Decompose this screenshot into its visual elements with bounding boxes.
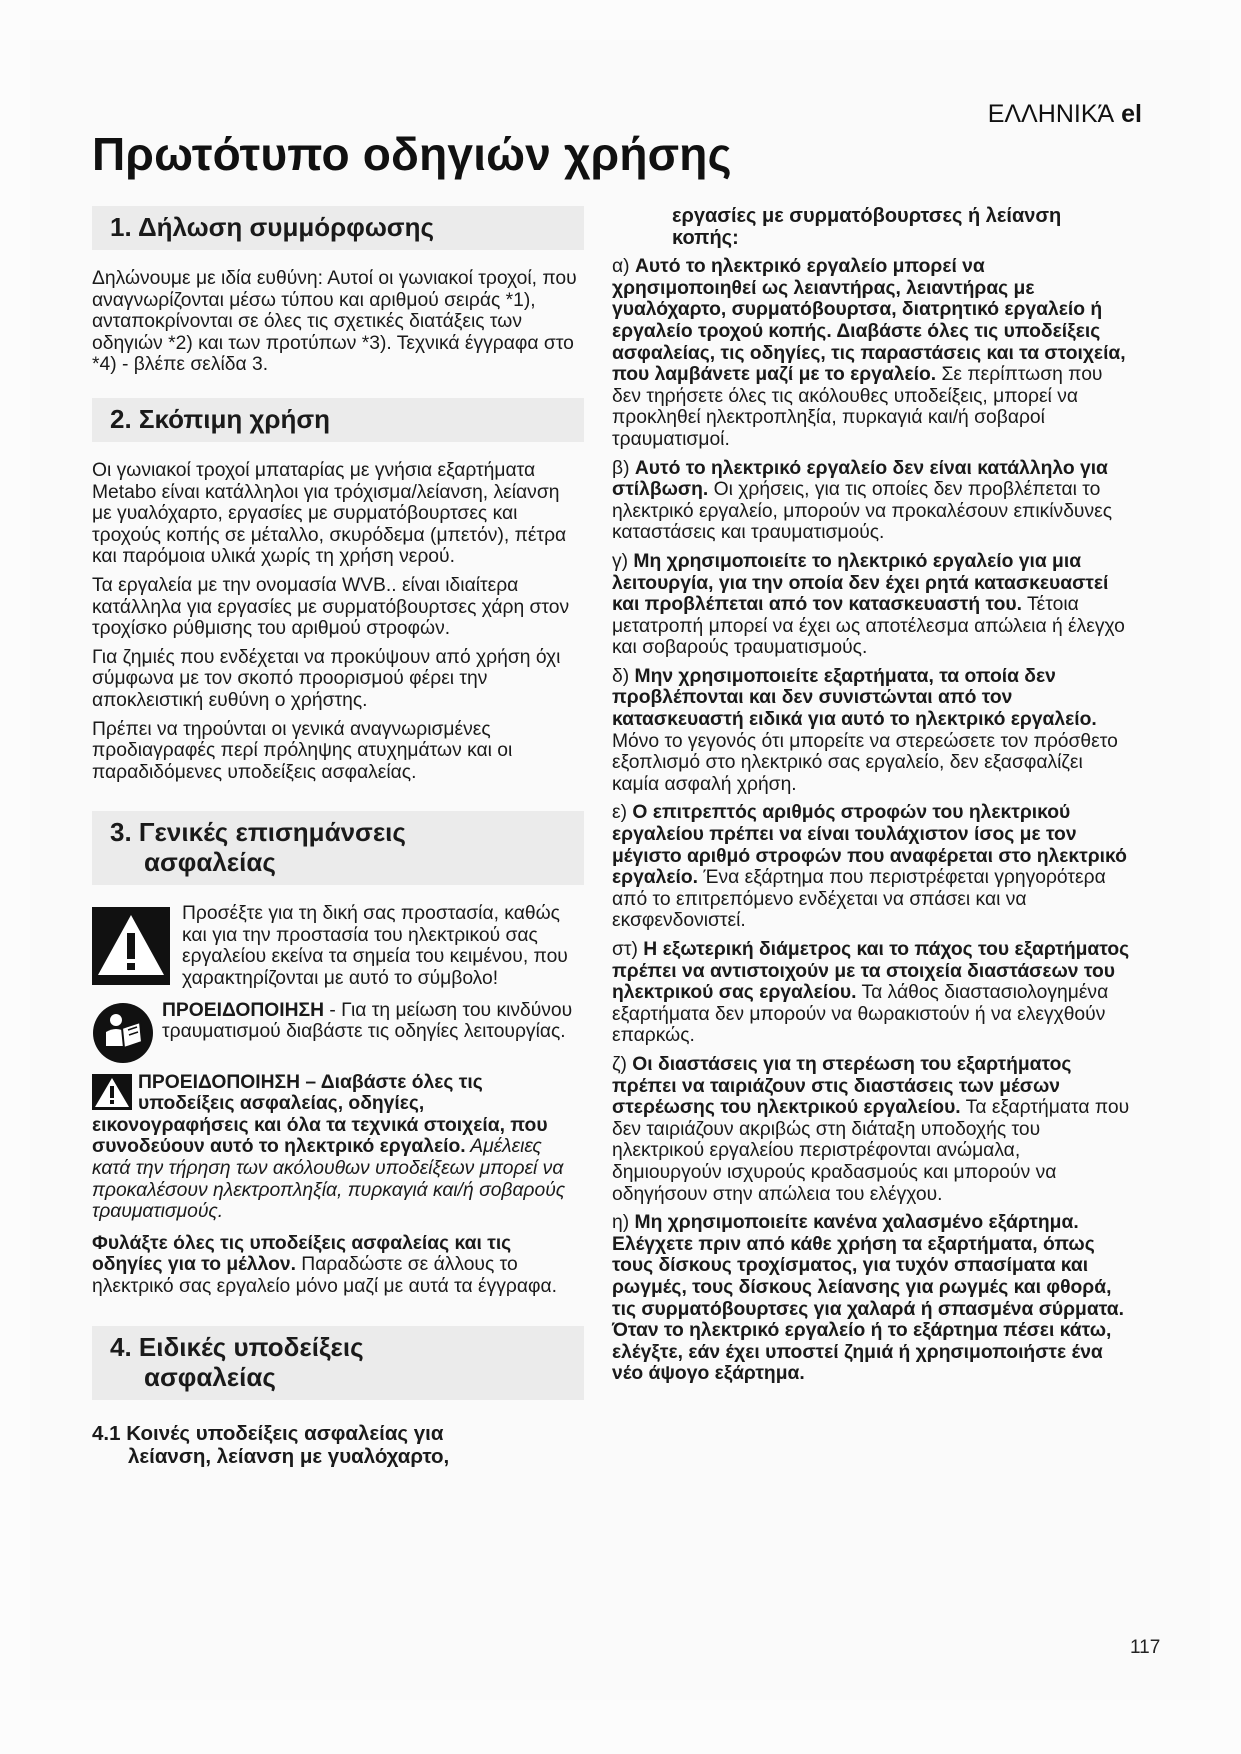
list-item xyxy=(612,551,1132,659)
item-text: Μόνο το γεγονός ότι μπορείτε να στερεώσετε τον πρόσθετο εξοπλισμό στο ηλεκτρικό σας εργαλείο, δεν εξασφαλίζει καμία ασφαλή χρήση. xyxy=(612,730,1118,795)
keep-instructions xyxy=(92,1233,584,1298)
page-title: Πρωτότυπο οδηγιών χρήσης xyxy=(92,128,732,180)
section-title: Δήλωση συμμόρφωσης xyxy=(137,212,434,242)
item-label: δ) xyxy=(612,665,630,687)
read-manual-warning xyxy=(92,1000,584,1064)
warning-italic-text: Αμέλειες κατά την τήρηση των ακόλουθων υποδείξεων μπορεί να προκαλέσουν ηλεκτροπληξία, πυρκαγιά και/ή σοβαρούς τραυματισμούς. xyxy=(92,1136,566,1223)
item-label: γ) xyxy=(612,550,629,572)
item-bold: Οι διαστάσεις για τη στερέωση του εξαρτήματος πρέπει να ταιριάζουν στις διαστάσεις των μέσων στερέωσης του ηλεκτρικού εργαλείου. xyxy=(612,1053,1072,1119)
warning-triangle-icon xyxy=(92,1074,132,1110)
section-title: Γενικές επισημάνσεις xyxy=(138,817,406,848)
warning-bold-text: ΠΡΟΕΙΔΟΠΟΙΗΣΗ – Διαβάστε όλες τις υποδείξεις ασφαλείας, οδηγίες, εικονογραφήσεις και όλα τα τεχνικά στοιχεία, που συνοδεύουν αυτό το ηλεκτρικό εργαλείο. xyxy=(92,1071,548,1158)
read-all-warning xyxy=(92,1072,584,1223)
item-text: Οι χρήσεις, για τις οποίες δεν προβλέπεται το ηλεκτρικό εργαλείο, μπορούν να προκαλέσουν επικίνδυνες καταστάσεις και τραυματισμούς. xyxy=(612,479,1113,544)
subsection-number: 4.1 xyxy=(92,1421,121,1445)
subsection-heading-continued: εργασίες με συρματόβουρτσες ή λείανση κοπής: xyxy=(672,205,1062,249)
list-item xyxy=(612,1212,1132,1385)
symbol-explanation: Προσέξτε για τη δική σας προστασία, καθώς και για την προστασία του ηλεκτρικού σας εργαλείου εκείνα τα σημεία του κειμένου, που χαρακτηρίζονται με αυτό το σύμβολο! xyxy=(182,903,568,990)
item-text: Τέτοια μετατροπή μπορεί να έχει ως αποτέλεσμα απώλεια ή έλεγχο και σοβαρούς τραυματισμούς. xyxy=(612,594,1125,659)
warning-label: ΠΡΟΕΙΔΟΠΟΙΗΣΗ xyxy=(162,999,325,1021)
keep-bold: Φυλάξτε όλες τις υποδείξεις ασφαλείας και τις οδηγίες για το μέλλον. xyxy=(92,1232,512,1276)
section-title: Σκόπιμη χρήση xyxy=(138,403,331,434)
item-label: β) xyxy=(612,457,630,479)
paragraph: Για ζημιές που ενδέχεται να προκύψουν από χρήση όχι σύμφωνα με τον σκοπό προορισμού φέρει την αποκλειστική ευθύνη ο χρήστης. xyxy=(92,646,561,711)
item-label: η) xyxy=(612,1212,630,1234)
item-label: ζ) xyxy=(612,1053,627,1075)
left-column xyxy=(92,206,584,1468)
section-heading-4 xyxy=(92,1326,584,1400)
section-title-cont: ασφαλείας xyxy=(144,1361,276,1392)
read-manual-icon xyxy=(92,1002,154,1064)
warning-symbol-note xyxy=(92,903,584,989)
item-text: Σε περίπτωση που δεν τηρήσετε όλες τις ακόλουθες υποδείξεις, μπορεί να προκληθεί ηλεκτροπληξία, πυρκαγιά και/ή σοβαροί τραυματισμοί. xyxy=(612,364,1103,450)
item-bold: Μη χρησιμοποιείτε το ηλεκτρικό εργαλείο για μια λειτουργία, για την οποία δεν έχει ρητά κατασκευαστεί και προβλέπεται από τον κατασκευαστή του. xyxy=(612,550,1109,616)
paragraph: Πρέπει να τηρούνται οι γενικά αναγνωρισμένες προδιαγραφές περί πρόληψης ατυχημάτων και οι παραδιδόμενες υποδείξεις ασφαλείας. xyxy=(92,718,513,783)
paragraph: Οι γωνιακοί τροχοί μπαταρίας με γνήσια εξαρτήματα Metabo είναι κατάλληλοι για τρόχισμα/λείανση, λείανση με γυαλόχαρτο, εργασίες με συρματόβουρτσες και τροχούς κοπής σε μέταλλο, σκυρόδεμα (μπετόν), πέτρα και παρόμοια υλικά χωρίς τη χρήση νερού. xyxy=(92,459,567,568)
item-bold: Μη χρησιμοποιείτε κανένα χαλασμένο εξάρτημα. Ελέγχετε πριν από κάθε χρήση τα εξαρτήματα, όπως τους δίσκους τροχίσματος, για τυχόν σπασίματα και ρωγμές, τους δίσκους λείανσης για ρωγμές και φθορά, τις συρματόβουρτσες για χαλαρά ή σπασμένα σύρματα. Όταν το ηλεκτρικό εργαλείο ή το εξάρτημα πέσει κάτω, ελέγξτε, εάν έχει υποστεί ζημιά ή χρησιμοποιήστε ένα νέο άψογο εξάρτημα. xyxy=(612,1212,1124,1385)
subsection-heading-4-1 xyxy=(92,1422,584,1468)
list-item xyxy=(612,939,1132,1047)
warning-triangle-icon xyxy=(92,907,170,985)
item-label: α) xyxy=(612,256,630,278)
paragraph: Τα εργαλεία με την ονομασία WVB.. είναι ιδιαίτερα κατάλληλα για εργασίες με συρματόβουρτσες χάρη στον τροχίσκο ρύθμισης του αριθμού στροφών. xyxy=(92,574,570,640)
item-label: στ) xyxy=(612,939,638,960)
list-item xyxy=(612,666,1132,796)
right-column xyxy=(612,206,1132,1392)
section-number: 2. xyxy=(110,403,132,434)
list-item xyxy=(612,256,1132,450)
item-bold: Ο επιτρεπτός αριθμός στροφών του ηλεκτρικού εργαλείου πρέπει να είναι τουλάχιστον ίσος με τον μέγιστο αριθμό στροφών που αναφέρεται στο ηλεκτρικό εργαλείο. xyxy=(612,802,1127,889)
warning-text: - Για τη μείωση του κινδύνου τραυματισμού διαβάστε τις οδηγίες λειτουργίας. xyxy=(162,999,573,1043)
item-text: Τα εξαρτήματα που δεν ταιριάζουν ακριβώς στη διάταξη υποδοχής του ηλεκτρικού εργαλείου περιστρέφονται ανώμαλα, δημιουργούν ισχυρούς κραδασμούς και μπορούν να οδηγήσουν στην απώλεια του ελέγχου. xyxy=(612,1097,1130,1205)
declaration-text: Δηλώνουμε με ιδία ευθύνη: Αυτοί οι γωνιακοί τροχοί, που αναγνωρίζονται μέσω τύπου και αριθμού σειράς *1), ανταποκρίνονται σε όλες τις σχετικές διατάξεις των οδηγιών *2) και των προτύπων *3). Τεχνικά έγγραφα στο *4) - βλέπε σελίδα 3. xyxy=(92,268,577,376)
subsection-title: Κοινές υποδείξεις ασφαλείας για xyxy=(126,1421,444,1445)
section-number: 4. xyxy=(110,1331,132,1362)
list-item xyxy=(612,802,1132,932)
item-text: Τα λάθος διαστασιολογημένα εξαρτήματα δεν μπορούν να θωρακιστούν ή να ελεγχθούν επαρκώς. xyxy=(612,982,1109,1047)
list-item xyxy=(612,458,1132,544)
item-text: Ένα εξάρτημα που περιστρέφεται γρηγορότερα από το επιτρεπόμενο ενδέχεται να σπάσει και να εκσφενδονιστεί. xyxy=(612,867,1106,932)
section-number: 3. xyxy=(110,817,132,848)
item-label: ε) xyxy=(612,802,628,824)
section-heading-3 xyxy=(92,811,584,885)
item-bold: Μην χρησιμοποιείτε εξαρτήματα, τα οποία δεν προβλέπονται και δεν συνιστώνται από τον κατασκευαστή ειδικά για αυτό το ηλεκτρικό εργαλείο. xyxy=(612,665,1097,731)
keep-text: Παραδώστε σε άλλους το ηλεκτρικό σας εργαλείο μόνο μαζί με αυτά τα έγγραφα. xyxy=(92,1254,557,1297)
item-bold: Αυτό το ηλεκτρικό εργαλείο μπορεί να χρησιμοποιηθεί ως λειαντήρας, λειαντήρας με γυαλόχαρτο, συρματόβουρτσα, διατρητικό εργαλείο ή εργαλείο τροχού κοπής. Διαβάστε όλες τις υποδείξεις ασφαλείας, τις οδηγίες, τις παραστάσεις και τα στοιχεία, που λαμβάνετε μαζί με το εργαλείο. xyxy=(612,256,1126,386)
section-heading-1 xyxy=(92,206,584,250)
section-heading-2 xyxy=(92,398,584,442)
item-bold: Αυτό το ηλεκτρικό εργαλείο δεν είναι κατάλληλο για στίλβωση. xyxy=(612,457,1108,501)
section-title-cont: ασφαλείας xyxy=(144,847,276,878)
language-label: ΕΛΛΗΝΙΚΆ el xyxy=(987,100,1142,128)
page-number: 117 xyxy=(1130,1637,1161,1658)
subsection-title-cont: λείανση, λείανση με γυαλόχαρτο, xyxy=(128,1444,450,1468)
section-title: Ειδικές υποδείξεις xyxy=(138,1331,364,1362)
list-item xyxy=(612,1054,1132,1205)
section-number: 1. xyxy=(110,212,132,242)
item-bold: Η εξωτερική διάμετρος και το πάχος του εξαρτήματος πρέπει να αντιστοιχούν με τα στοιχεία διαστάσεων του ηλεκτρικού σας εργαλείου. xyxy=(612,939,1130,1004)
